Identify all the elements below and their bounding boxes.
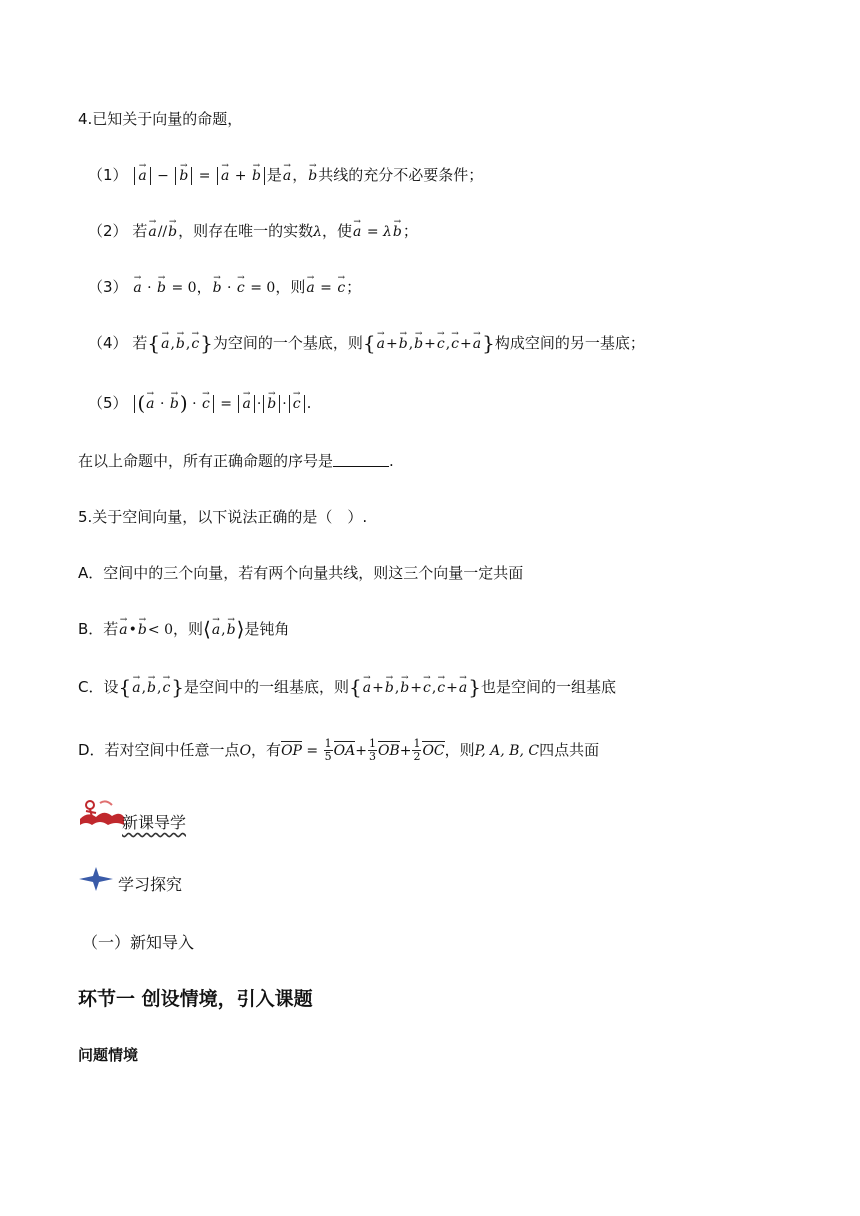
prop-text: ； [346,278,362,296]
heading-huanjie-1: 环节一 创设情境，引入课题 [78,988,313,1010]
prop-text: . [306,394,312,412]
section-xuexi-title: 学习探究 [118,875,183,894]
prop-text: 为空间的一个基底，则 [212,334,363,352]
prop-text: 是 [266,166,282,184]
option-text: ，则 [444,741,475,759]
answer-blank[interactable] [333,452,389,467]
inequality: < 0 [147,622,173,638]
vector-b: → b [307,165,318,187]
vector-oc: OC [422,743,445,759]
point-o: O [239,743,252,759]
q5-option-d: D．若对空间中任意一点O，有OP = $\frac{1}{5}$ OA+ $\frac{1}{3}$ OB+ $\frac{1}{2}$ OC，则P, A, B, C四点共面 [78,737,600,763]
q4-prop-3: （3） → a · → b = 0，→ b · → c = 0，则→ a = → c； [88,276,361,299]
heading-wenti-qingjing: 问题情境 [78,1046,139,1064]
prop-text: 若 [132,334,148,352]
option-text: 四点共面 [539,741,600,759]
section-xinke-title: 新课导学 [122,813,187,832]
fraction: $\frac{1}{5}$ [324,737,332,763]
q4-prop-4: （4） 若{→ a,→ b,→ c}为空间的一个基底，则{→ a+→ b,→ b+→ c,→ c+→ a}构成空间的另一基底； [88,332,645,355]
prop-number: （4） [88,334,128,352]
question-text: 在以上命题中，所有正确命题的序号是 [78,452,334,470]
option-text: 是钝角 [244,620,290,638]
vector-op: OP [281,743,302,759]
q5-stem: 5.关于空间向量，以下说法正确的是（ ）. [78,508,368,526]
lambda-symbol: λ [313,224,322,240]
vector-ob: OB [377,743,400,759]
q4-prop-5: （5） (→ a · → b) · → c = → a ·→ b ·→ c . [88,392,311,415]
option-text: ，则 [172,620,203,638]
q4-prop-2: （2） 若→ a//→ b，则存在唯一的实数λ，使→ a = λ→ b； [88,220,418,243]
prop-text: ， [196,278,212,296]
prop-text: 构成空间的另一基底； [494,334,645,352]
prop-number: （3） [88,278,128,296]
subsection-title: （一）新知导入 [82,933,195,952]
q4-prop-1: （1） → a − → b = → a + → b 是→ a，→ b共线的充分不必要条件； [88,164,483,187]
points-list: P, A, B, C [474,743,540,759]
option-text: ，有 [251,741,282,759]
comma: ， [292,166,308,184]
prop-number: （5） [88,394,128,412]
prop-text: ，使 [322,222,353,240]
option-text: B．若 [78,620,119,638]
course-logo-icon [78,797,126,831]
prop-text: 若 [132,222,148,240]
vector-oa: OA [333,743,356,759]
prop-text: ，则存在唯一的实数 [178,222,314,240]
prop-text: ，则 [275,278,306,296]
fraction: $\frac{1}{2}$ [413,737,421,763]
prop-number: （1） [88,166,128,184]
q5-option-c: C．设{→ a,→ b,→ c}是空间中的一组基底，则{→ a+→ b,→ b+→ c,→ c+→ a}也是空间的一组基底 [78,676,616,699]
prop-number: （2） [88,222,128,240]
fraction: $\frac{1}{3}$ [368,737,376,763]
option-text: 也是空间的一组基底 [480,678,616,696]
q4-stem: 4.已知关于向量的命题， [78,110,243,128]
prop-tail: 共线的充分不必要条件； [318,166,484,184]
prop-text: ； [402,222,418,240]
four-point-star-icon [78,866,114,892]
q5-option-b: B．若→ a•→ b< 0，则⟨→ a,→ b⟩是钝角 [78,618,289,641]
option-text: 是空间中的一组基底，则 [184,678,350,696]
option-text: D．若对空间中任意一点 [78,741,240,759]
q4-question [78,450,394,472]
option-text: C．设 [78,678,119,696]
vector-a: → a [282,165,292,187]
zero: 0 [187,280,197,296]
question-text: . [389,452,394,470]
q5-option-a: A．空间中的三个向量，若有两个向量共线，则这三个向量一定共面 [78,564,524,582]
